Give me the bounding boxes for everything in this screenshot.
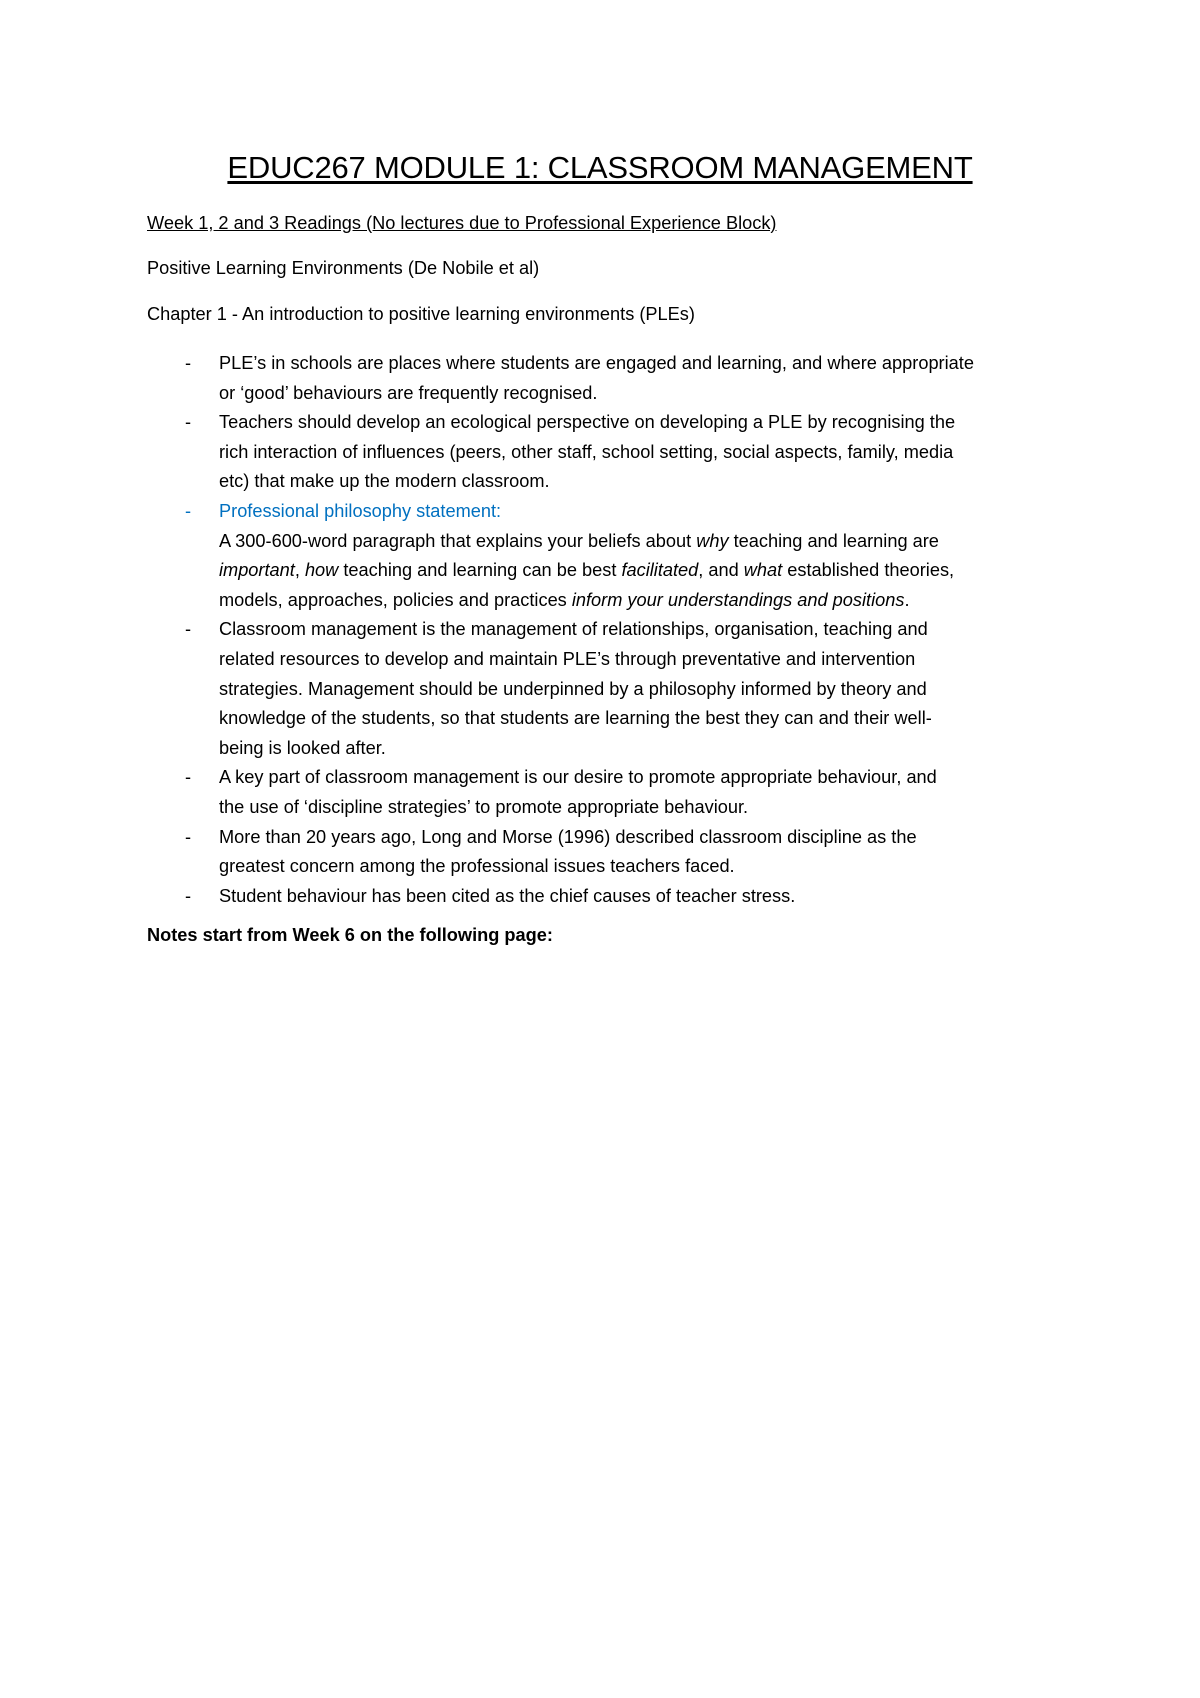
bullet-line: PLE’s in schools are places where students are engaged and learning, and where appropriate (219, 353, 974, 373)
text-run: , and (698, 560, 744, 581)
bullet-dash: - (185, 885, 192, 906)
bullet-line: A key part of classroom management is our desire to promote appropriate behaviour, and (219, 767, 937, 788)
text-run: models, approaches, policies and practices (219, 589, 572, 610)
notes-bullet-list (147, 349, 1067, 911)
list-item (147, 823, 1067, 882)
book-title: Positive Learning Environments (De Nobile et al) (147, 258, 540, 278)
bullet-line: related resources to develop and maintain PLE’s through preventative and intervention (219, 648, 916, 669)
bullet-line: the use of ‘discipline strategies’ to promote appropriate behaviour. (219, 796, 749, 817)
text-run: . (904, 589, 910, 610)
bullet-line: greatest concern among the professional issues teachers faced. (219, 856, 735, 877)
bullet-line (219, 527, 1067, 557)
philosophy-heading: Professional philosophy statement: (219, 500, 502, 521)
bullet-line: or ‘good’ behaviours are frequently recognised. (219, 382, 598, 403)
italic-run: inform your understandings and positions (571, 589, 905, 610)
bullet-line: Classroom management is the management of relationships, organisation, teaching and (219, 619, 928, 640)
chapter-title: Chapter 1 - An introduction to positive learning environments (PLEs) (147, 304, 695, 324)
bullet-line: rich interaction of influences (peers, other staff, school setting, social aspects, family, media (219, 441, 954, 462)
bullet-line: knowledge of the students, so that students are learning the best they can and their well- (219, 708, 932, 729)
bullet-line: Teachers should develop an ecological perspective on developing a PLE by recognising the (219, 412, 956, 433)
bullet-line: being is looked after. (219, 737, 386, 758)
bullet-dash: - (185, 619, 192, 640)
italic-run: what (743, 560, 783, 581)
bullet-dash: - (185, 767, 192, 788)
bullet-dash: - (185, 412, 192, 433)
italic-run: facilitated (621, 560, 699, 581)
bullet-dash: - (185, 826, 192, 847)
bullet-line (219, 556, 1067, 586)
text-run: teaching and learning can be best (338, 560, 622, 581)
list-item (147, 497, 1067, 615)
list-item (147, 882, 1067, 912)
bullet-line: etc) that make up the modern classroom. (219, 471, 550, 492)
text-run: teaching and learning are (728, 530, 939, 551)
text-run: , (294, 560, 305, 581)
text-run: A 300-600-word paragraph that explains your beliefs about (219, 530, 697, 551)
list-item (147, 408, 1067, 497)
list-item (147, 349, 1067, 408)
week-heading: Week 1, 2 and 3 Readings (No lectures due to Professional Experience Block) (147, 213, 777, 233)
italic-run: how (304, 560, 339, 581)
bullet-line: Student behaviour has been cited as the chief causes of teacher stress. (219, 885, 796, 906)
italic-run: important (219, 560, 295, 581)
bullet-dash: - (185, 353, 192, 373)
bullet-line: More than 20 years ago, Long and Morse (1996) described classroom discipline as the (219, 826, 917, 847)
closing-note: Notes start from Week 6 on the following page: (147, 925, 553, 945)
text-run: established theories, (782, 560, 955, 581)
bullet-line (219, 586, 1067, 616)
bullet-dash: - (185, 500, 192, 521)
list-item (147, 615, 1067, 763)
bullet-line: strategies. Management should be underpinned by a philosophy informed by theory and (219, 678, 927, 699)
page-title: EDUC267 MODULE 1: CLASSROOM MANAGEMENT (227, 150, 973, 185)
list-item (147, 763, 1067, 822)
italic-run: why (696, 530, 729, 551)
